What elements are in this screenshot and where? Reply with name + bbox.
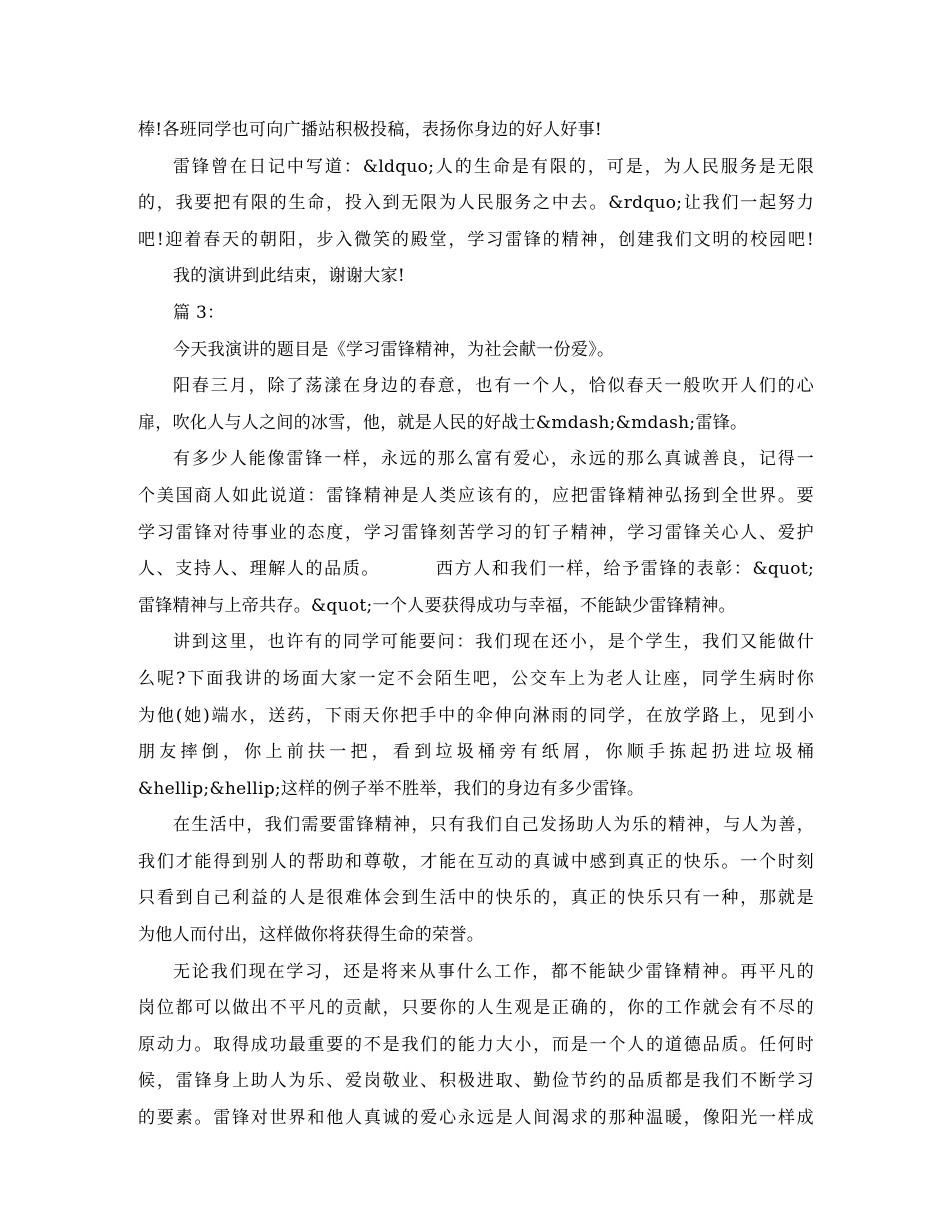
text-line: 的，我要把有限的生命，投入到无限为人民服务之中去。&rdquo;让我们一起努力 [138, 193, 814, 214]
text-line: 篇 3： [173, 302, 225, 323]
text-line: 扉，吹化人与人之间的冰雪，他，就是人民的好战士&mdash;&mdash;雷锋。 [138, 412, 748, 433]
text-line: 雷锋精神与上帝共存。&quot;一个人要获得成功与幸福，不能缺少雷锋精神。 [138, 595, 736, 616]
text-line: 阳春三月，除了荡漾在身边的春意，也有一个人，恰似春天一般吹开人们的心 [173, 376, 814, 397]
text-line: 为他人而付出，这样做你将获得生命的荣誉。 [138, 925, 484, 946]
text-line: 棒!各班同学也可向广播站积极投稿，表扬你身边的好人好事! [138, 120, 603, 140]
text-line: 无论我们现在学习，还是将来从事什么工作，都不能缺少雷锋精神。再平凡的 [173, 961, 814, 982]
text-line: 只看到自己利益的人是很难体会到生活中的快乐的，真正的快乐只有一种，那就是 [138, 888, 814, 909]
document-body [138, 112, 814, 1137]
text-line: 我们才能得到别人的帮助和尊敬，才能在互动的真诚中感到真正的快乐。一个时刻 [138, 851, 814, 872]
text-line: 人、支持人、理解人的品质。 西方人和我们一样，给予雷锋的表彰：&quot; [138, 559, 814, 580]
text-line: 朋友摔倒，你上前扶一把，看到垃圾桶旁有纸屑，你顺手拣起扔进垃圾桶 [138, 742, 814, 763]
text-line: 为他(她)端水，送药，下雨天你把手中的伞伸向淋雨的同学，在放学路上，见到小 [138, 705, 814, 726]
text-line: 讲到这里，也许有的同学可能要问：我们现在还小，是个学生，我们又能做什 [173, 632, 814, 653]
text-line: 个美国商人如此说道：雷锋精神是人类应该有的，应把雷锋精神弘扬到全世界。要 [138, 485, 814, 506]
text-line: 吧!迎着春天的朝阳，步入微笑的殿堂，学习雷锋的精神，创建我们文明的校园吧! [138, 229, 814, 250]
text-line: 今天我演讲的题目是《学习雷锋精神，为社会献一份爱》。 [173, 339, 615, 360]
text-line: 的要素。雷锋对世界和他人真诚的爱心永远是人间渴求的那种温暖，像阳光一样成 [138, 1108, 814, 1129]
text-line: 我的演讲到此结束，谢谢大家! [173, 266, 406, 287]
text-line: 雷锋曾在日记中写道：&ldquo;人的生命是有限的，可是，为人民服务是无限 [173, 156, 814, 177]
text-line: 有多少人能像雷锋一样，永远的那么富有爱心，永远的那么真诚善良，记得一 [173, 449, 814, 470]
text-line: 学习雷锋对待事业的态度，学习雷锋刻苦学习的钉子精神，学习雷锋关心人、爱护 [138, 522, 814, 543]
text-line: &hellip;&hellip;这样的例子举不胜举，我们的身边有多少雷锋。 [138, 778, 645, 799]
text-line: 在生活中，我们需要雷锋精神，只有我们自己发扬助人为乐的精神，与人为善， [173, 815, 814, 836]
text-line: 候，雷锋身上助人为乐、爱岗敬业、积极进取、勤俭节约的品质都是我们不断学习 [138, 1071, 814, 1092]
text-line: 原动力。取得成功最重要的不是我们的能力大小，而是一个人的道德品质。任何时 [138, 1034, 814, 1055]
text-line: 么呢?下面我讲的场面大家一定不会陌生吧，公交车上为老人让座，同学生病时你 [138, 668, 814, 689]
text-line: 岗位都可以做出不平凡的贡献，只要你的人生观是正确的，你的工作就会有不尽的 [138, 998, 814, 1019]
